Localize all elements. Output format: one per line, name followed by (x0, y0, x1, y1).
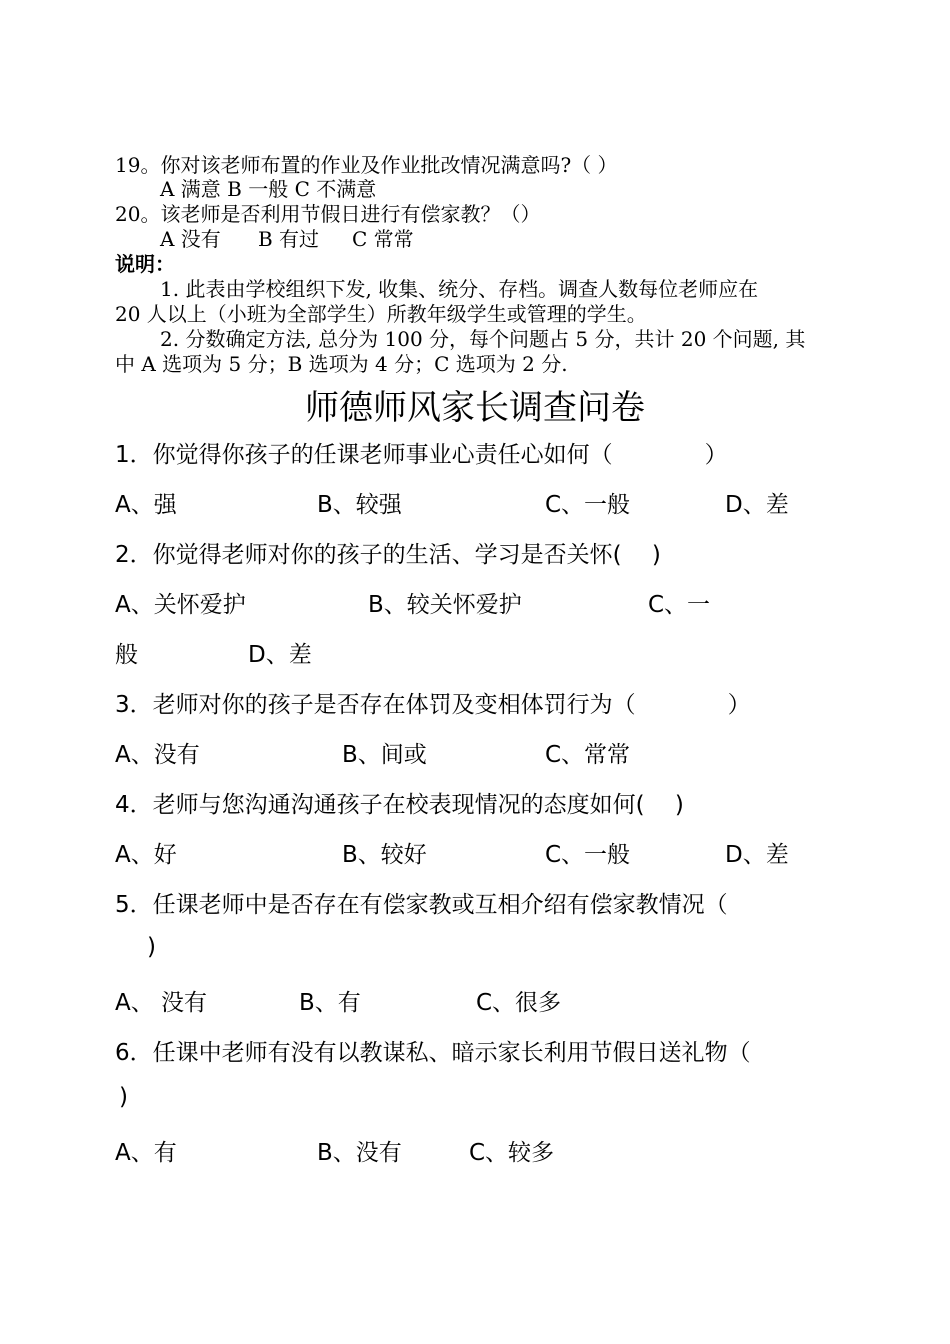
question-1-option-b: B、较强 (317, 492, 402, 518)
question-20-option-c: C 常常 (352, 227, 414, 251)
question-3-text: 3．老师对你的孩子是否存在体罚及变相体罚行为（ ） (115, 692, 751, 718)
note-1-line-2: 20 人以上（小班为全部学生）所教年级学生或管理的学生。 (115, 302, 647, 326)
question-3-option-a: A、没有 (115, 742, 200, 768)
note-2-line-2: 中 A 选项为 5 分；B 选项为 4 分；C 选项为 2 分. (115, 352, 568, 376)
question-6-text: 6．任课中老师有没有以教谋私、暗示家长利用节假日送礼物（ (115, 1040, 751, 1066)
note-1-line-1: 1. 此表由学校组织下发, 收集、统分、存档。调查人数每位老师应在 (160, 277, 759, 301)
question-20-text: 20。该老师是否利用节假日进行有偿家教？（） (115, 202, 541, 226)
question-20-option-a: A 没有 (160, 227, 221, 251)
question-5-option-a: A、 没有 (115, 990, 208, 1016)
question-2-text: 2．你觉得老师对你的孩子的生活、学习是否关怀( ) (115, 542, 661, 568)
question-1-option-a: A、强 (115, 492, 177, 518)
question-5-option-c: C、很多 (476, 990, 562, 1016)
question-4-text: 4．老师与您沟通沟通孩子在校表现情况的态度如何( ) (115, 792, 684, 818)
question-2-option-b: B、较关怀爱护 (368, 592, 522, 618)
question-2-option-d: D、差 (248, 642, 312, 668)
question-20-option-b: B 有过 (258, 227, 320, 251)
question-4-option-b: B、较好 (342, 842, 427, 868)
question-19-options: A 满意 B 一般 C 不满意 (160, 177, 377, 201)
question-5-option-b: B、有 (299, 990, 361, 1016)
question-4-option-d: D、差 (725, 842, 789, 868)
question-2-option-c-cont: 般 (115, 642, 138, 668)
question-2-option-c: C、一 (648, 592, 711, 618)
question-5-text: 5．任课老师中是否存在有偿家教或互相介绍有偿家教情况（ (115, 892, 728, 918)
question-6-option-c: C、较多 (469, 1140, 555, 1166)
question-4-option-c: C、一般 (545, 842, 631, 868)
question-1-option-d: D、差 (725, 492, 789, 518)
question-4-option-a: A、好 (115, 842, 177, 868)
note-2-line-1: 2. 分数确定方法, 总分为 100 分，每个问题占 5 分，共计 20 个问题, 其 (160, 327, 806, 351)
question-19-text: 19。你对该老师布置的作业及作业批改情况满意吗?（ ） (115, 153, 618, 177)
page-title: 师德师风家长调查问卷 (305, 388, 645, 428)
question-3-option-b: B、间或 (342, 742, 427, 768)
question-1-option-c: C、一般 (545, 492, 631, 518)
question-1-text: 1．你觉得你孩子的任课老师事业心责任心如何（ ） (115, 442, 728, 468)
question-3-option-c: C、常常 (545, 742, 631, 768)
note-heading: 说明： (115, 252, 175, 276)
question-5-text-cont: ) (147, 934, 156, 960)
question-6-option-a: A、有 (115, 1140, 177, 1166)
question-6-text-cont: ) (119, 1084, 128, 1110)
question-6-option-b: B、没有 (317, 1140, 402, 1166)
question-2-option-a: A、关怀爱护 (115, 592, 246, 618)
